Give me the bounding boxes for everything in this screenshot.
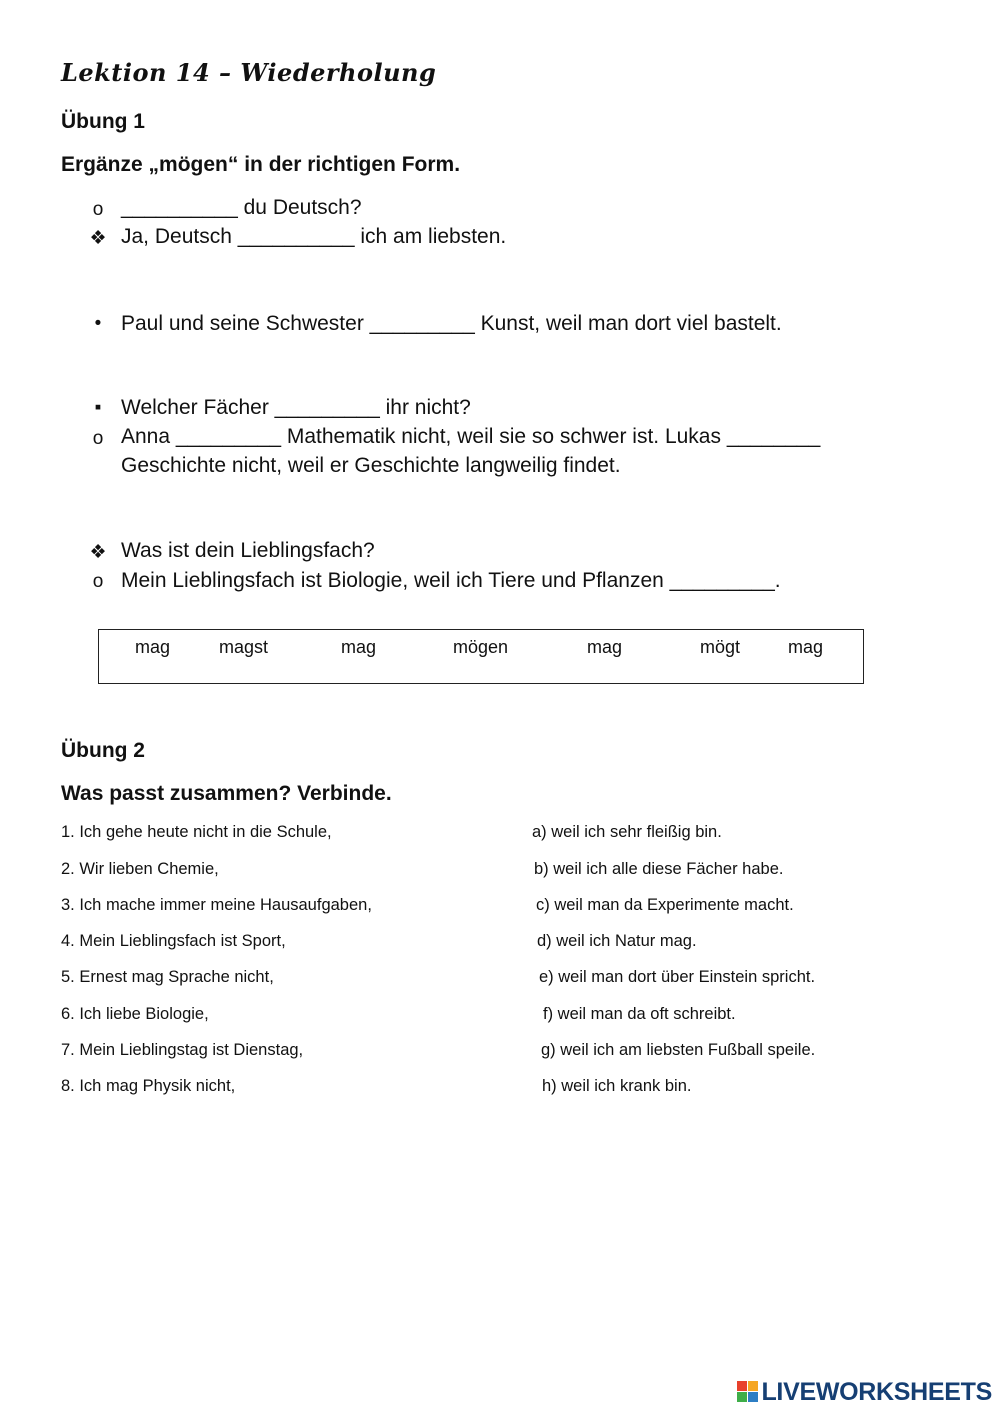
list-bullet: ❖ <box>89 228 107 249</box>
list-bullet: ❖ <box>89 542 107 563</box>
exercise-line: Ja, Deutsch __________ ich am liebsten. <box>121 225 507 248</box>
match-right-item: b) weil ich alle diese Fächer habe. <box>534 860 784 878</box>
word-option: mögt <box>700 637 741 657</box>
match-right-item: a) weil ich sehr fleißig bin. <box>532 823 722 841</box>
word-option: mag <box>135 637 171 657</box>
list-bullet: ▪ <box>94 397 102 418</box>
match-right-item: g) weil ich am liebsten Fußball speile. <box>541 1041 816 1059</box>
logo-grid-icon <box>737 1381 759 1403</box>
exercise-line: Paul und seine Schwester _________ Kunst, weil man dort viel bastelt. <box>121 312 782 335</box>
match-right-item: f) weil man da oft schreibt. <box>543 1005 736 1023</box>
list-bullet: o <box>92 199 104 220</box>
word-option: mag <box>341 637 377 657</box>
exercise-line: Welcher Fächer _________ ihr nicht? <box>121 396 471 419</box>
exercise-line: Anna _________ Mathematik nicht, weil sie so schwer ist. Lukas ________ <box>121 425 821 448</box>
match-left-item: 8. Ich mag Physik nicht, <box>61 1077 236 1095</box>
page-title: Lektion 14 – Wiederholung <box>61 58 437 87</box>
match-right-item: d) weil ich Natur mag. <box>537 932 697 950</box>
match-left-item: 3. Ich mache immer meine Hausaufgaben, <box>61 896 372 914</box>
liveworksheets-logo <box>737 1378 992 1407</box>
match-right-item: c) weil man da Experimente macht. <box>536 896 794 914</box>
exercise-line: __________ du Deutsch? <box>121 196 362 219</box>
word-option: magst <box>219 637 269 657</box>
match-right-item: e) weil man dort über Einstein spricht. <box>539 968 816 986</box>
match-left-item: 2. Wir lieben Chemie, <box>61 860 219 878</box>
uebung1-heading: Übung 1 <box>61 110 145 133</box>
word-option: mag <box>788 637 824 657</box>
uebung2-instruction: Was passt zusammen? Verbinde. <box>61 782 392 805</box>
list-bullet: o <box>92 571 104 592</box>
word-option: mögen <box>453 637 509 657</box>
exercise-line: Geschichte nicht, weil er Geschichte langweilig findet. <box>121 454 621 477</box>
list-bullet: o <box>92 428 104 449</box>
match-right-item: h) weil ich krank bin. <box>542 1077 692 1095</box>
exercise-line: Mein Lieblingsfach ist Biologie, weil ich Tiere und Pflanzen _________. <box>121 569 781 592</box>
match-left-item: 4. Mein Lieblingsfach ist Sport, <box>61 932 286 950</box>
exercise-line: Was ist dein Lieblingsfach? <box>121 539 375 562</box>
uebung1-instruction: Ergänze „mögen“ in der richtigen Form. <box>61 153 461 176</box>
logo-text: LIVEWORKSHEETS <box>761 1378 992 1406</box>
match-left-item: 1. Ich gehe heute nicht in die Schule, <box>61 823 332 841</box>
match-left-item: 6. Ich liebe Biologie, <box>61 1005 209 1023</box>
word-option: mag <box>587 637 623 657</box>
uebung2-heading: Übung 2 <box>61 739 145 762</box>
list-bullet: • <box>94 313 102 334</box>
match-left-item: 5. Ernest mag Sprache nicht, <box>61 968 274 986</box>
match-left-item: 7. Mein Lieblingstag ist Dienstag, <box>61 1041 304 1059</box>
